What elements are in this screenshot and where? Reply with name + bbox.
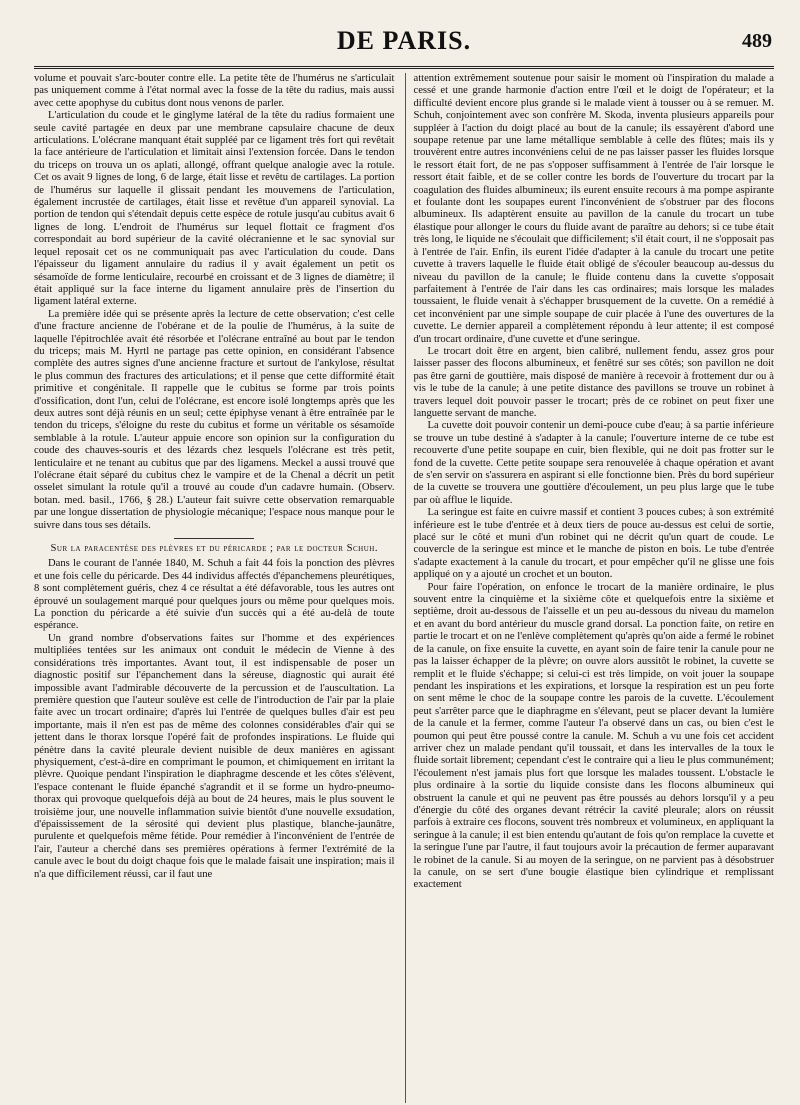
paragraph: attention extrêmement soutenue pour saisir le moment où l'inspiration du malade a cessé et une grande harmonie d'action entre l'œil et le doigt de l'opérateur; et la difficulté devient encore plus grande si le malade vient à tousser ou à se remuer. M. Schuh, conjointement avec son confrère M. Skoda, inventa plusieurs appareils pour suppléer à l'action du doigt placé au bout de la canule; ils essayèrent d'abord une soupape retenue par une lame métallique semblable à celle des flûtes; mais ils y trouvèrent entre autres inconvéniens celui de ne pas laisser passer les fluides lorsque le ressort était fort, de ne pas s'opposer suffisamment à l'entrée de l'air lorsque le ressort était faible, et de se coller contre les bords de l'ouverture du trocart par la coagulation des fluides albumineux; ils eurent ensuite recours à ma pompe aspirante et foulante dont les soupapes eurent l'inconvénient de s'obstruer par des flocons albumineux. Ils adaptèrent ensuite au pavillon de la canule du trocart un tube élastique pour allonger le cours du fluide avant de paraître au dehors; si ce tube était très long, le liquide ne s'écoulait que difficilement; s'il était court, il ne s'opposait pas à l'entrée de l'air. Enfin, ils eurent l'idée d'adapter à la canule du trocart une petite cuvette à travers laquelle le fluide était obligé de s'écouler beaucoup au-dessus du niveau du pavillon de la canule; le fluide contenu dans la cuvette s'opposait parfaitement à l'entrée de l'air dans les cas ordinaires; mais lorsque les malades toussaient, le fluide venait à s'échapper brusquement de la cuvette. On a remédié à cet inconvénient par une simple soupape de cuir placée à l'une des ouvertures de la cuvette. Le dernier appareil a complètement répondu à leur attente; il est composé d'un trocart ordinaire, d'une cuvette et d'une seringue. bbox=[413, 73, 774, 345]
paragraph: Le trocart doit être en argent, bien calibré, nullement fendu, assez gros pour laisser passer des flocons albumineux, et fenêtré sur ses côtés; son pavillon ne doit pas être garni de gouttière, mais disposé de manière à recevoir à frottement dur ou à vis le tube de la canule; à une petite distance des pavillons se trouve un robinet à travers lequel doit pouvoir passer le trocart; près de ce robinet on peut fixer une languette servant de manche. bbox=[413, 345, 774, 419]
paragraph: Un grand nombre d'observations faites sur l'homme et des expériences multipliées tentées sur les animaux ont conduit le médecin de Vienne à des considérations très importantes. Avant tout, il est indispensable de poser un diagnostic positif sur l'épanchement dans la séreuse, diagnostic qui aurait été impossible avant l'admirable découverte de la percussion et de l'auscultation. La première question que l'auteur soulève est celle de l'introduction de l'air par la plaie faite avec un trocart ordinaire; d'après lui l'entrée de quelques bulles d'air est peu importante, mais il n'en est pas de même des colonnes considérables d'air qui se jettent dans le thorax lorsque l'opéré fait de profondes inspirations. Le fluide qui pénètre dans la cavité pleurale devient nuisible de deux manières en agissant physiquement, c'est-à-dire en comprimant le poumon, et chimiquement en irritant la plèvre. Quoique pendant l'inspiration le diaphragme descende et les côtes s'élèvent, l'espace contenant le fluide épanché s'agrandit et il se forme un hydro-pneumo-thorax qui provoque quelquefois déjà au bout de 24 heures, mais le plus souvent le troisième jour, une nouvelle inflammation suivie bientôt d'une nouvelle exsudation, d'épaississement de la sérosité qui devient plus plastique, blanche-jaunâtre, purulente et quelquefois même fétide. Pour remédier à l'inconvénient de l'entrée de l'air, l'auteur a cherché dans ses premières opérations à fermer l'extrémité de la canule avec le bout du doigt chaque fois que le malade faisait une inspiration; mais il n'a que difficilement réussi, car il faut une bbox=[34, 632, 395, 880]
paragraph: La seringue est faite en cuivre massif et contient 3 pouces cubes; à son extrémité inférieure est le tube d'entrée et à deux tiers de pouce au-dessus est celui de sortie, placé sur le côté et muni d'un robinet qui ne décrit qu'un quart de coude. Le couvercle de la seringue est mince et le manche de piston en bois. Le tube d'entrée s'adapte exactement à la canule du trocart, et pour empêcher qu'il ne glisse une fois appliqué on y a ajouté un crochet et un bouton. bbox=[413, 507, 774, 581]
paragraph: volume et pouvait s'arc-bouter contre elle. La petite tête de l'humérus ne s'articulait pas uniquement comme à l'état normal avec la fosse de la tête du radius, mais aussi avec cette apophyse du cubitus dont nous venons de parler. bbox=[34, 73, 395, 109]
running-title: DE PARIS. bbox=[336, 26, 472, 55]
right-column bbox=[405, 73, 775, 1103]
paragraph: Pour faire l'opération, on enfonce le trocart de la manière ordinaire, le plus souvent entre la cinquième et la sixième côte et quelquefois entre la sixième et septième, droit au-dessous de l'aisselle et un peu au-dessous du niveau du mamelon et en avant du bord antérieur du muscle grand dorsal. La ponction faite, on retire en partie le trocart et on ne l'enlève complètement qu'après qu'on aide a fermé le robinet de la canule, on fixe ensuite la cuvette, en ayant soin de faire tenir la canule pour ne pas la laisser échapper de la plèvre; on ouvre alors aussitôt le robinet, la cuvette se remplit et le fluide s'échappe; si celui-ci est très limpide, on voit jouer la soupape pendant les inspirations et les expirations, et lorsque la respiration est un peu forte on sent même le choc de la soupape contre les parois de la cuvette. L'écoulement peut s'arrêter parce que le diaphragme en s'élevant, peut se placer devant la lumière de la canule et la fermer, comme l'auteur l'a observé dans un cas, ou bien c'est le poumon qui peut être poussé contre la canule. M. Schuh a vu une fois cet accident arriver chez un malade pendant qu'il toussait, et dans les intervalles de la toux le fluide sortait librement; cependant c'est le contraire qui a lieu le plus communément; l'écoulement n'est jamais plus fort que lorsque les malades toussent. L'obstacle le plus ordinaire à la sortie du liquide consiste dans les flocons albumineux qui obstruent la canule et qui ne peuvent pas être poussés au dehors lorsqu'il y a peu d'énergie du côté des organes devant rétrécir la cavité pleurale; alors on réussit parfois à extraire ces flocons, souvent très nombreux et volumineux, en appliquant la seringue à la canule; il est bien entendu qu'autant de fois qu'on remplace la cuvette et la seringue l'une par l'autre, il faut toujours avoir la précaution de fermer auparavant le robinet de la canule. Si au moyen de la seringue, on ne parvient pas à désobstruer la canule, on se sert d'une bougie élastique bien cylindrique et remplissant exactement bbox=[413, 581, 774, 891]
text-columns bbox=[34, 73, 774, 1103]
paragraph: Dans le courant de l'année 1840, M. Schuh a fait 44 fois la ponction des plèvres et une fois celle du péricarde. Des 44 individus affectés d'épanchemens pleurétiques, 8 sont complètement guéris, chez 4 ce résultat a été défavorable, tous les autres ont éprouvé un soulagement marqué pour quelques jours ou même pour quelques mois. La ponction du péricarde a été suivie d'un succès qui a été au-delà de toute espérance. bbox=[34, 558, 395, 632]
paragraph: La cuvette doit pouvoir contenir un demi-pouce cube d'eau; à sa partie inférieure se trouve un tube destiné à s'adapter à la canule; l'ouverture interne de ce tube est recouverte d'une petite soupape en cuir, bien flexible, qui ne doit pas frotter sur le fond de la cuvette. Cette petite soupape sera renouvelée à chaque opération et avant de s'en servir on s'assurera en aspirant si elle fonctionne bien. Près du bord supérieur de la cuvette se trouvera une gouttière d'écoulement, un peu plus large que le tube par où afflue le liquide. bbox=[413, 420, 774, 506]
left-column bbox=[34, 73, 395, 1103]
page-header bbox=[34, 22, 774, 69]
page-number: 489 bbox=[742, 30, 772, 52]
paragraph: La première idée qui se présente après la lecture de cette observation; c'est celle d'une fracture ancienne de l'obérane et de la poulie de l'humérus, à la suite de laquelle l'épitrochlée avait été résorbée et l'olécrane entraîné au bout par le tendon du triceps; mais M. Hyrtl ne partage pas cette opinion, en considérant l'absence complète des autres signes d'une ancienne fracture et surtout de l'ankylose, résultat le plus commun des fractures des articulations; et il pense que cette difformité était primitive et congénitale. Il rappelle que le cubitus se forme par trois points d'ossification, dont l'un, celui de l'olécrane, est encore isolé longtemps après que les deux autres sont déjà réunis en un seul; cette épiphyse venant à être entraînée par le tendon du triceps, s'éloigne du reste du cubitus et forme un véritable os sésamoïde semblable à la rotule. L'auteur appuie encore son opinion sur la configuration du coude des chauves-souris et des lézards chez lesquels l'olécrane est très petit, lenticulaire et ne tenant au cubitus que par des ligamens. Meckel a aussi trouvé que l'olécrane était séparé du cubitus chez le vampire et de la Chenal a décrit un petit osselet simulant la rotule qu'il a trouvé au coude d'un cadavre humain. (Observ. botan. med. basil., 1766, § 28.) L'auteur fait suivre cette observation remarquable par une longue dissertation de physiologie mécanique; l'espace nous manque pour le suivre dans tous ses détails. bbox=[34, 308, 395, 531]
paragraph: L'articulation du coude et le ginglyme latéral de la tête du radius formaient une seule cavité partagée en deux par une membrane capsulaire chacune de deux articulations. L'olécrane manquant était suppléé par ce ligament très fort qui revêtait la face antérieure de l'articulation et limitait ainsi l'extension forcée. Dans le tendon du triceps on trouva un os aplati, allongé, offrant quelque analogie avec la rotule. Cet os avait 9 lignes de long, 6 de large, était lisse et revêtu de cartilages. La portion de l'humérus sur laquelle il glissait pendant les mouvemens de l'articulation, également incrustée de cartilages, était lisse et revêtue d'un appareil synovial. La portion de tendon qui s'étendait depuis cette espèce de rotule jusqu'au cubitus avait 6 lignes de long. L'endroit de l'humérus sur lequel flottait ce fragment d'os correspondait au bord supérieur de la cavité olécranienne et le sac synovial sur lequel reposait cet os ne communiquait pas avec l'articulation du coude. Dans l'épaisseur du ligament annulaire du radius il y avait également un petit os sésamoïde de forme lenticulaire, recourbé en croissant et de 3 lignes de diamètre; il était appliqué sur la face interne du ligament annulaire près de l'insertion du ligament latéral externe. bbox=[34, 110, 395, 308]
section-divider bbox=[174, 538, 254, 539]
section-title: Sur la paracentèse des plèvres et du péricarde ; par le docteur Schuh. bbox=[50, 543, 378, 555]
